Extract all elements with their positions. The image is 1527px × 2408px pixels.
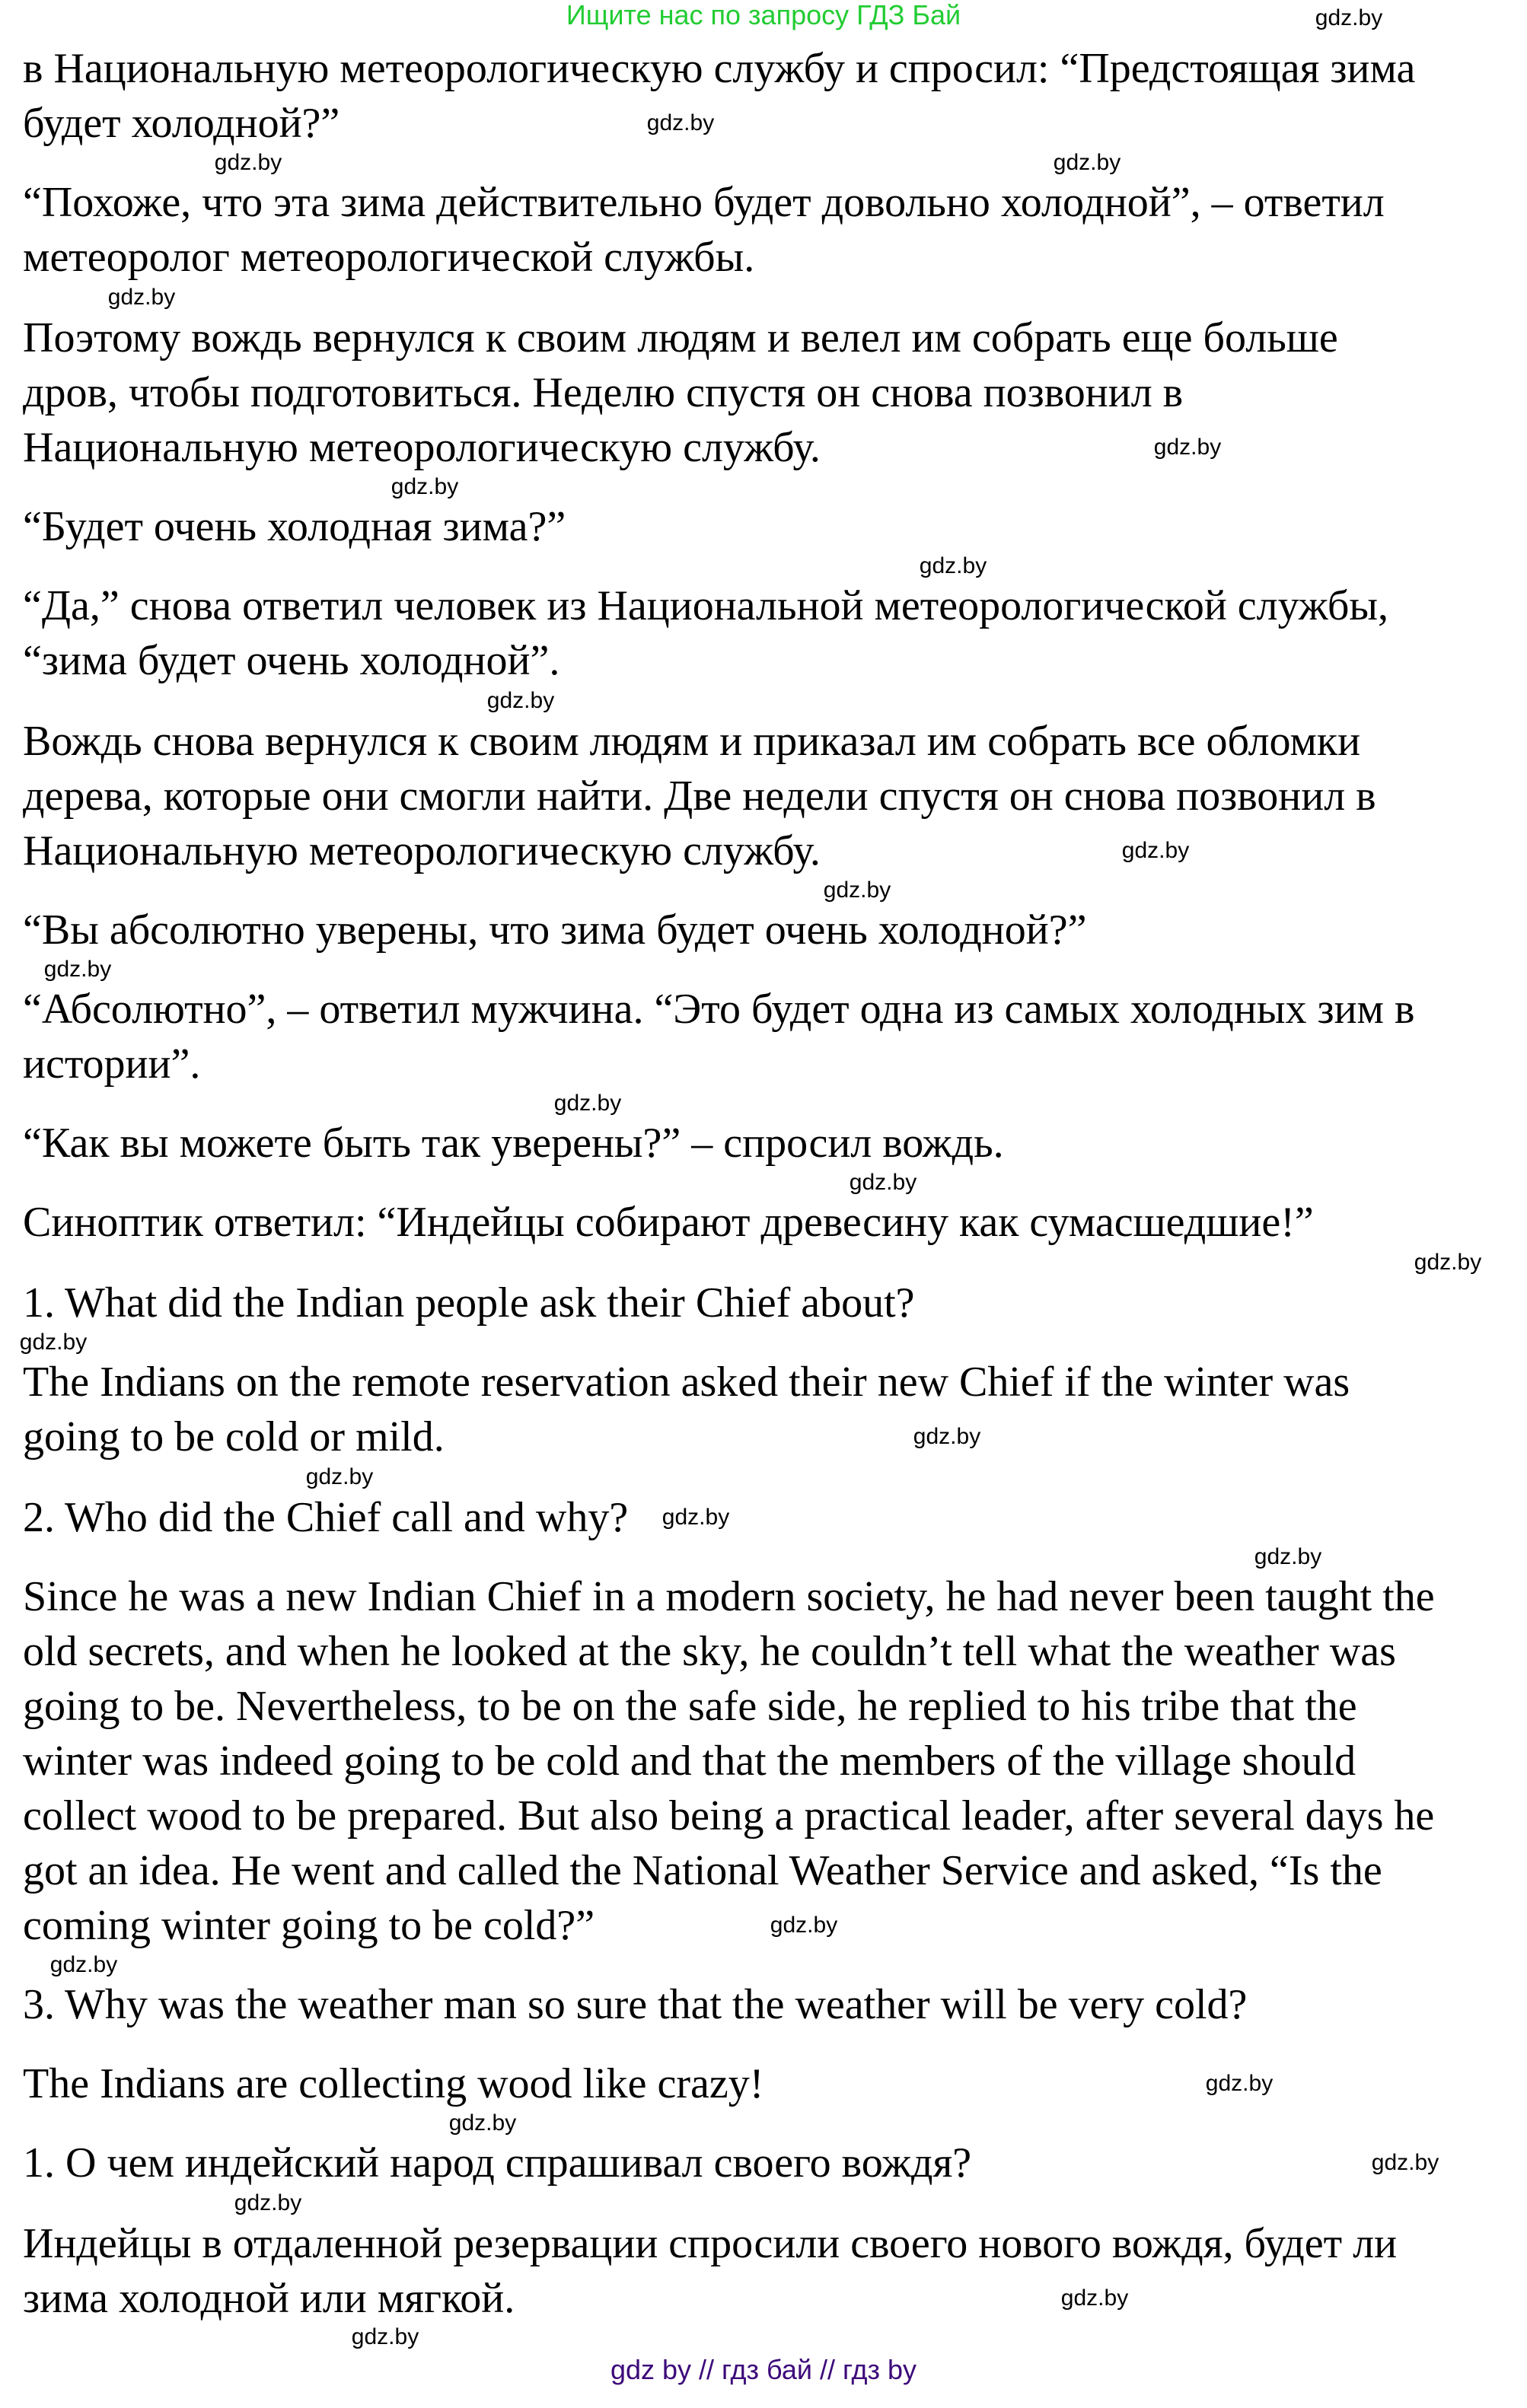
paragraph (23, 315, 1338, 479)
footer-links[interactable]: gdz by // гдз бай // гдз by (610, 2354, 917, 2385)
watermark-text: gdz.by (214, 150, 282, 175)
watermark-text: gdz.by (1414, 1250, 1482, 1275)
text-line: “зима будет очень холодной”. (23, 637, 560, 684)
text-line: Синоптик ответил: “Индейцы собирают древесину как сумасшедшие!” (23, 1199, 1314, 1246)
text-line: метеоролог метеорологической службы. (23, 234, 755, 281)
watermark-text: gdz.by (1121, 838, 1190, 863)
watermark-text: gdz.by (661, 1505, 730, 1530)
text-line: “Абсолютно”, – ответил мужчина. “Это будет одна из самых холодных зим в (23, 986, 1415, 1033)
watermark-text: gdz.by (1153, 435, 1222, 460)
watermark-text: gdz.by (553, 1091, 622, 1116)
text-line: “Да,” снова ответил человек из Национальной метеорологической службы, (23, 582, 1388, 629)
paragraph (23, 180, 1385, 289)
watermark-text: gdz.by (305, 1464, 374, 1489)
paragraph (23, 986, 1414, 1096)
paragraph (23, 1982, 1247, 2037)
text-line: 3. Why was the weather man so sure that the weather will be very cold? (23, 1981, 1248, 2028)
text-line: winter was indeed going to be cold and that the members of the village should (23, 1738, 1356, 1785)
watermark-text: gdz.by (49, 1952, 118, 1977)
paragraph (23, 1199, 1314, 1254)
paragraph (23, 2061, 764, 2116)
watermark-text: gdz.by (770, 1913, 838, 1938)
paragraph (23, 1120, 1004, 1175)
text-line: 2. Who did the Chief call and why? (23, 1494, 629, 1541)
watermark-text: gdz.by (1315, 5, 1383, 30)
watermark-text: gdz.by (107, 285, 176, 310)
text-line: в Национальную метеорологическую службу и спросил: “Предстоящая зима (23, 45, 1416, 92)
text-line: Национальную метеорологическую службу. (23, 424, 821, 471)
text-line: got an idea. He went and called the National Weather Service and asked, “Is the (23, 1847, 1382, 1894)
watermark-text: gdz.by (1371, 2150, 1439, 2175)
text-line: old secrets, and when he looked at the sky, he couldn’t tell what the weather was (23, 1628, 1396, 1675)
paragraph (23, 46, 1415, 155)
watermark-text: gdz.by (43, 957, 112, 982)
text-line: Вождь снова вернулся к своим людям и приказал им собрать все обломки (23, 718, 1361, 765)
text-line: “Вы абсолютно уверены, что зима будет очень холодной?” (23, 906, 1087, 954)
paragraph (23, 1280, 915, 1335)
watermark-text: gdz.by (351, 2324, 419, 2349)
text-line: Поэтому вождь вернулся к своим людям и велел им собрать еще больше (23, 314, 1338, 362)
search-banner[interactable]: Ищите нас по запросу ГДЗ Бай (566, 0, 961, 30)
paragraph (23, 907, 1086, 962)
text-line: coming winter going to be cold?” (23, 1902, 595, 1949)
text-line: истории”. (23, 1040, 201, 1088)
text-line: “Как вы можете быть так уверены?” – спросил вождь. (23, 1120, 1004, 1167)
text-line: дерева, которые они смогли найти. Две недели спустя он снова позвонил в (23, 772, 1376, 820)
paragraph (23, 2221, 1397, 2330)
watermark-text: gdz.by (391, 474, 459, 499)
text-line: 1. What did the Indian people ask their Chief about? (23, 1279, 915, 1327)
watermark-text: gdz.by (823, 878, 891, 903)
watermark-text: gdz.by (849, 1170, 917, 1195)
text-line: The Indians on the remote reservation asked their new Chief if the winter was (23, 1358, 1350, 1406)
paragraph (23, 504, 566, 559)
watermark-text: gdz.by (448, 2110, 517, 2136)
watermark-text: gdz.by (234, 2190, 302, 2215)
paragraph (23, 2140, 971, 2195)
text-line: Since he was a new Indian Chief in a modern society, he had never been taught the (23, 1573, 1435, 1620)
watermark-text: gdz.by (1053, 150, 1121, 175)
watermark-text: gdz.by (1060, 2285, 1129, 2311)
paragraph (23, 1359, 1350, 1469)
text-line: будет холодной?” (23, 100, 340, 147)
text-line: going to be. Nevertheless, to be on the safe side, he replied to his tribe that the (23, 1683, 1357, 1730)
text-line: дров, чтобы подготовиться. Неделю спустя он снова позвонил в (23, 369, 1184, 416)
text-line: 1. О чем индейский народ спрашивал своего вождя? (23, 2139, 972, 2187)
paragraph (23, 1495, 628, 1550)
watermark-text: gdz.by (646, 110, 715, 135)
watermark-text: gdz.by (1254, 1544, 1322, 1569)
paragraph (23, 1574, 1435, 1957)
text-line: going to be cold or mild. (23, 1413, 445, 1460)
watermark-text: gdz.by (486, 688, 555, 713)
paragraph (23, 583, 1388, 693)
text-line: “Будет очень холодная зима?” (23, 503, 566, 550)
text-line: collect wood to be prepared. But also being a practical leader, after several days he (23, 1792, 1435, 1839)
watermark-text: gdz.by (919, 553, 987, 578)
watermark-text: gdz.by (1205, 2071, 1274, 2096)
text-line: зима холодной или мягкой. (23, 2275, 515, 2322)
watermark-text: gdz.by (19, 1330, 88, 1355)
text-line: The Indians are collecting wood like crazy! (23, 2060, 764, 2107)
text-line: “Похоже, что эта зима действительно будет довольно холодной”, – ответил (23, 179, 1385, 226)
text-line: Индейцы в отдаленной резервации спросили своего нового вождя, будет ли (23, 2220, 1398, 2267)
text-line: Национальную метеорологическую службу. (23, 827, 821, 874)
watermark-text: gdz.by (913, 1424, 981, 1449)
